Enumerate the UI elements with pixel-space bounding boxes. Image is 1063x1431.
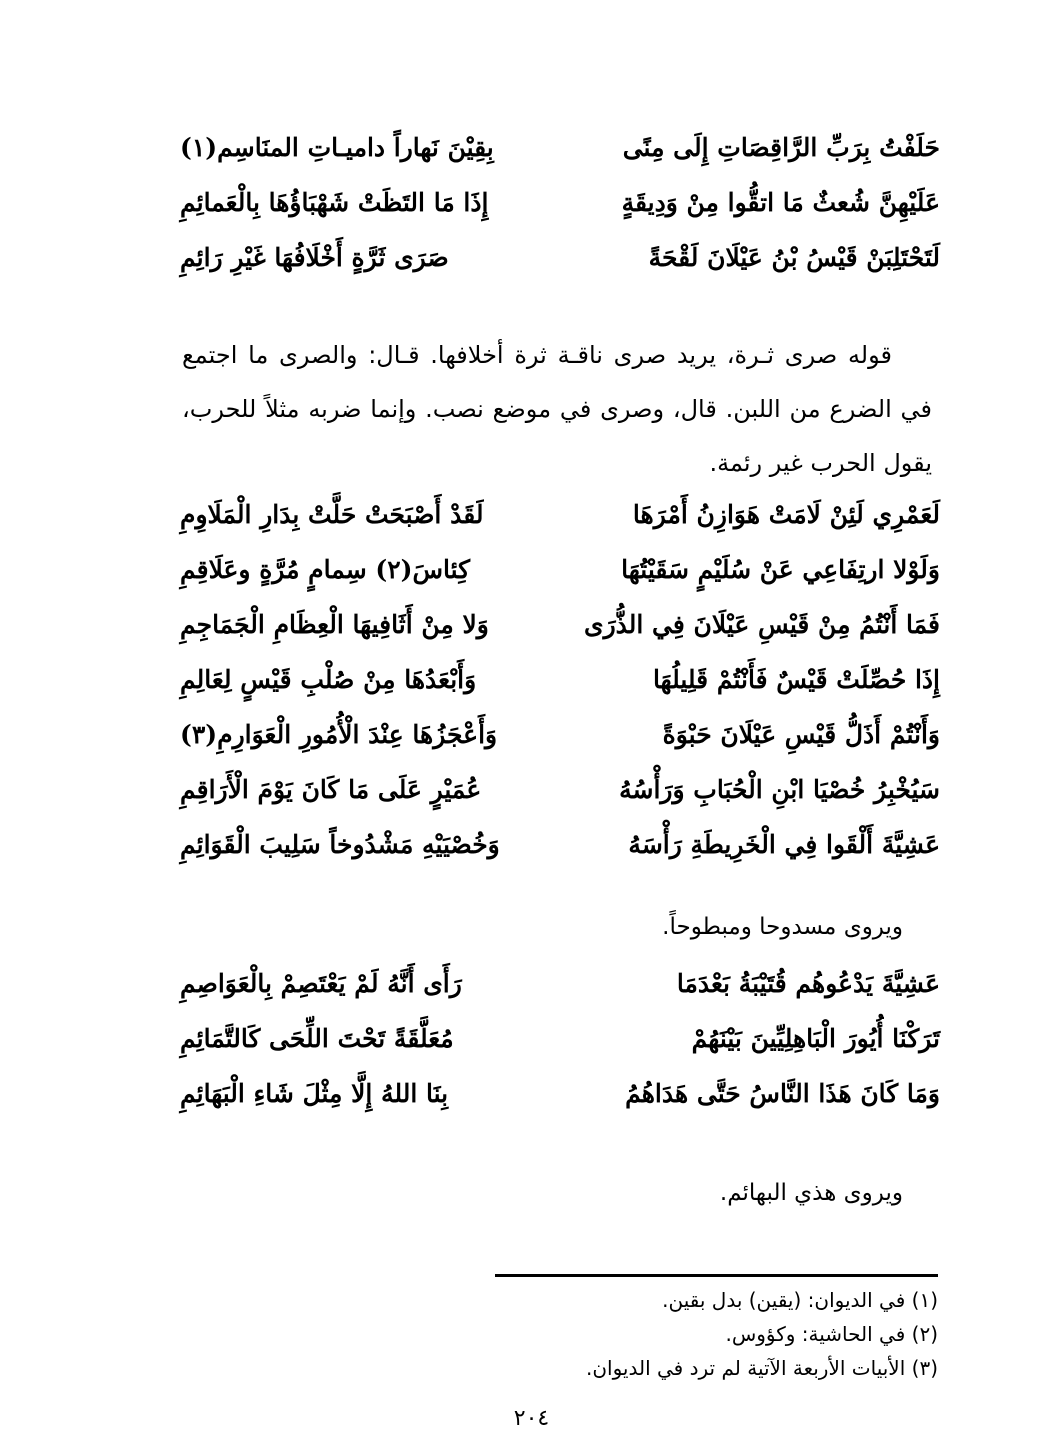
verse-line — [180, 597, 940, 652]
verse-second-hemistich: وَأَبْعَدُهَا مِنْ صُلْبِ قَيْسٍ لِعَالِمِ — [180, 665, 477, 694]
verse-second-hemistich: وَأَعْجَزُهَا عِنْدَ الْأُمُورِ الْعَوَارِمِ(٣) — [180, 720, 498, 749]
verse-line — [180, 817, 940, 872]
verse-second-hemistich: وَخُصْيَيْهِ مَشْدُوخاً سَلِيبَ الْقَوَائِمِ — [180, 830, 500, 859]
verse-line — [180, 1066, 940, 1121]
verse-first-hemistich: عَشِيَّةَ أَلْقَوا فِي الْخَرِيطَةِ رَأْسَهُ — [628, 830, 940, 859]
verse-first-hemistich: وَمَا كَانَ هَذَا النَّاسُ حَتَّى هَدَاهُمُ — [625, 1079, 940, 1108]
verse-line — [180, 175, 940, 230]
poem-stanza-2 — [180, 487, 940, 872]
poem-stanza-1 — [180, 120, 940, 285]
page-number: ٢٠٤ — [513, 1406, 550, 1431]
verse-line — [180, 1011, 940, 1066]
verse-line — [180, 120, 940, 175]
verse-second-hemistich: بِنَا اللهُ إِلَّا مِثْلَ شَاءِ الْبَهَائِمِ — [180, 1079, 449, 1108]
commentary-text: قوله صرى ثـرة، يريد صرى ناقـة ثرة أخلافها. قـال: والصرى ما اجتمع في الضرع من اللبن. قال، وصرى في موضع نصب. وإنما ضربه مثلاً للحرب، يقول الحرب غير رئمة. — [182, 341, 932, 477]
verse-second-hemistich: وَلا مِنْ أَثَافِيهَا الْعِظَامِ الْجَمَاجِمِ — [180, 610, 489, 639]
verse-line — [180, 956, 940, 1011]
variant-note: ويروى مسدوحا ومبطوحاً. — [662, 914, 903, 940]
verse-first-hemistich: عَشِيَّةَ يَدْعُوهُم قُتَيْبَةُ بَعْدَمَا — [676, 969, 940, 998]
verse-second-hemistich: كِئاسَ(٢) سِمامٍ مُرَّةٍ وعَلَاقِمِ — [180, 555, 471, 584]
footnote: (٢) في الحاشية: وكؤوس. — [725, 1322, 938, 1346]
verse-line — [180, 762, 940, 817]
verse-second-hemistich: لَقَدْ أَصْبَحَتْ حَلَّتْ بِدَارِ الْمَلَاوِمِ — [180, 500, 484, 529]
footnote: (١) في الديوان: (يقين) بدل بقين. — [662, 1288, 938, 1312]
verse-line — [180, 542, 940, 597]
verse-second-hemistich: رَأَى أَنَّهُ لَمْ يَعْتَصِمْ بِالْعَوَاصِمِ — [180, 969, 462, 998]
verse-first-hemistich: حَلَفْتُ بِرَبِّ الرَّاقِصَاتِ إِلَى مِنًى — [622, 133, 940, 162]
verse-first-hemistich: عَلَيْهِنَّ شُعثٌ مَا اتقُّوا مِنْ وَدِيقَةٍ — [621, 188, 940, 217]
verse-second-hemistich: إِذَا مَا التَظَتْ شَهْبَاؤُهَا بِالْعَمائِمِ — [180, 188, 489, 217]
verse-first-hemistich: لَعَمْرِي لَئِنْ لَامَتْ هَوَازِنُ أَمْرَهَا — [632, 500, 940, 529]
footnote: (٣) الأبيات الأربعة الآتية لم ترد في الديوان. — [586, 1356, 938, 1380]
verse-first-hemistich: فَمَا أَنْتُمُ مِنْ قَيْسِ عَيْلَانَ فِي الذُّرَى — [584, 610, 940, 639]
footnote-divider — [495, 1274, 938, 1277]
verse-first-hemistich: سَيُخْبِرُ خُصْيَا ابْنِ الْحُبَابِ وَرَأْسُهُ — [619, 775, 940, 804]
verse-second-hemistich: صَرَى ثَرَّةٍ أَخْلَافُهَا غَيْرِ رَائِمِ — [180, 243, 449, 272]
verse-first-hemistich: لَتَحْتَلِبَنْ قَيْسُ بْنُ عَيْلَانَ لَقْحَةً — [648, 243, 940, 272]
verse-second-hemistich: بِقِيْنَ نَهاراً داميـاتِ المنَاسِم(١) — [180, 133, 494, 162]
verse-second-hemistich: عُمَيْرٍ عَلَى مَا كَانَ يَوْمَ الْأَرَاقِمِ — [180, 775, 482, 804]
verse-line — [180, 487, 940, 542]
poem-stanza-3 — [180, 956, 940, 1121]
verse-line — [180, 230, 940, 285]
verse-line — [180, 707, 940, 762]
variant-note: ويروى هذي البهائم. — [719, 1180, 903, 1206]
verse-first-hemistich: وَأَنْتُمْ أَذَلُّ قَيْسِ عَيْلَانَ حَبْوَةً — [662, 720, 940, 749]
verse-first-hemistich: إِذَا حُصِّلَتْ قَيْسٌ فَأَنْتُمْ قَلِيلُهَا — [652, 665, 940, 694]
commentary-paragraph — [182, 328, 932, 490]
verse-second-hemistich: مُعَلَّقَةً تَحْتَ اللِّحَى كَالتَّمَائِمِ — [180, 1024, 454, 1053]
verse-line — [180, 652, 940, 707]
verse-first-hemistich: وَلَوْلا ارتِفَاعِي عَنْ سُلَيْمٍ سَقَيْتُهَا — [621, 555, 940, 584]
verse-first-hemistich: تَرَكْنَا أُيُورَ الْبَاهِلِيِّينَ بَيْنَهُمْ — [691, 1024, 940, 1053]
footnotes — [495, 1283, 938, 1385]
